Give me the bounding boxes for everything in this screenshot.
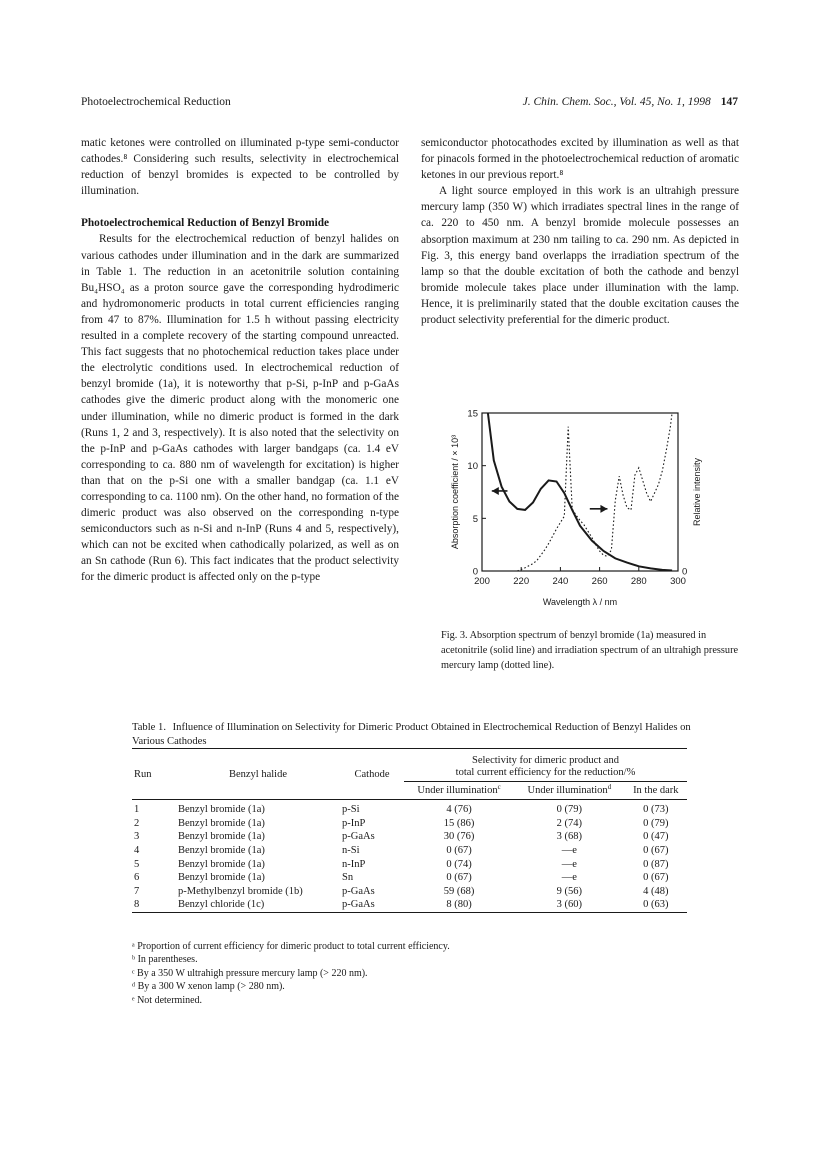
table-caption — [132, 721, 712, 749]
group-line-1: Selectivity for dimeric product and — [472, 755, 619, 766]
x-tick-label: 200 — [474, 576, 490, 587]
col-header-illum-d — [514, 782, 625, 800]
figure-caption-text: Absorption spectrum of benzyl bromide (1a) measured in acetonitrile (solid line) and irradiation spectrum of an ultrahigh pressure mercury lamp (dotted line). — [441, 630, 739, 671]
cell-cathode: p-GaAs — [342, 831, 375, 843]
cell-run: 2 — [134, 817, 140, 829]
col-header-illum-d-mark: d — [607, 783, 612, 791]
table-caption-text: Influence of Illumination on Selectivity for Dimeric Product Obtained in Electrochemical Reduction of Benzyl Halides on Various Cathodes — [132, 722, 691, 747]
table-row — [132, 885, 687, 899]
cell-illum-c: 4 (76) — [446, 804, 472, 816]
right-paragraph-2: A light source employed in this work is an ultrahigh pressure mercury lamp (350 W) which irradiates spectral lines in the range of ca. 220 to 450 nm. A benzyl bromide molecule possesses an absorption maximum at 230 nm tailing to ca. 290 nm. As depicted in Fig. 3, this energy band overlapps the irradiation spectrum of the lamp so that the double excitation of both the cathode and benzyl bromide molecule takes place under illumination with the lamp. Hence, it is preliminarily stated that the double excitation causes the product selectivity preferential for the dimeric product. — [421, 185, 739, 327]
figure-3 — [436, 410, 736, 620]
group-line-2: total current efficiency for the reduction/% — [455, 767, 636, 778]
y-tick-label: 15 — [467, 408, 478, 420]
cell-illum-c: 59 (68) — [443, 885, 475, 897]
cell-cathode: Sn — [342, 872, 354, 884]
table-row — [132, 830, 687, 844]
cell-halide: p-Methylbenzyl bromide (1b) — [178, 885, 303, 897]
col-header-halide: Benzyl halide — [228, 768, 288, 780]
x-tick-label: 300 — [670, 576, 686, 587]
x-tick-label: 260 — [591, 576, 608, 587]
cell-halide: Benzyl bromide (1a) — [178, 845, 265, 857]
cell-dark: 4 (48) — [643, 885, 669, 897]
cell-cathode: n-Si — [342, 845, 360, 857]
section-heading: Photoelectrochemical Reduction of Benzyl Bromide — [81, 217, 330, 230]
cell-dark: 0 (67) — [643, 872, 669, 884]
cell-illum-c: 8 (80) — [446, 899, 472, 911]
table-row — [132, 817, 687, 831]
cell-cathode: n-InP — [342, 858, 366, 870]
table-row — [132, 844, 687, 858]
cell-run: 4 — [134, 845, 140, 857]
cell-halide: Benzyl bromide (1a) — [178, 858, 265, 870]
cell-illum-c: 0 (67) — [446, 845, 472, 857]
cell-halide: Benzyl bromide (1a) — [178, 872, 265, 884]
cell-dark: 0 (87) — [643, 858, 669, 870]
right-column — [421, 135, 739, 328]
col-header-illum-c-mark: c — [497, 783, 501, 791]
footnote-d: ᵈ By a 300 W xenon lamp (> 280 nm). — [132, 981, 285, 993]
table-caption-label: Table 1. — [132, 722, 166, 733]
table-row — [132, 898, 687, 912]
cell-illum-d: 2 (74) — [556, 817, 583, 829]
cell-cathode: p-GaAs — [342, 899, 375, 911]
cell-dark: 0 (67) — [643, 845, 669, 857]
arrow-right-head — [600, 505, 607, 513]
journal-citation: J. Chin. Chem. Soc., Vol. 45, No. 1, 1998 — [522, 96, 711, 108]
y2-tick-label: 0 — [682, 566, 688, 578]
cell-illum-d: 3 (68) — [556, 831, 583, 843]
cell-dark: 0 (63) — [643, 899, 669, 911]
table-row — [132, 857, 687, 871]
cell-halide: Benzyl bromide (1a) — [178, 831, 265, 843]
table-row — [132, 871, 687, 885]
cell-cathode: p-GaAs — [342, 885, 375, 897]
col-header-illum-c-text: Under illumination — [417, 785, 498, 796]
col-header-group — [404, 749, 687, 782]
x-tick-label: 280 — [630, 576, 647, 587]
page-number: 147 — [720, 96, 738, 108]
lamp-spectrum-line — [517, 413, 672, 571]
cell-illum-c: 15 (86) — [443, 817, 475, 829]
col-header-run: Run — [134, 768, 152, 780]
cell-illum-c: 0 (74) — [446, 858, 472, 870]
right-paragraph-1: semiconductor photocathodes excited by illumination as well as that for pinacols formed in the photoelectrochemical reduction of aromatic ketones in our previous report.⁸ — [421, 137, 739, 182]
cell-cathode: p-Si — [342, 804, 360, 816]
running-head-title: Photoelectrochemical Reduction — [81, 96, 231, 108]
cell-halide: Benzyl chloride (1c) — [178, 899, 265, 911]
selectivity-table — [132, 748, 687, 913]
cell-run: 8 — [134, 899, 140, 911]
x-tick-label: 240 — [552, 576, 569, 587]
y-tick-label: 5 — [472, 513, 478, 525]
cell-run: 3 — [134, 831, 140, 843]
left-paragraph-1: matic ketones were controlled on illuminated p-type semi-conductor cathodes.⁸ Considering such results, selectivity in electrochemical reduction of benzyl bromides is expected to be controlled by illumination. — [81, 137, 399, 198]
cell-dark: 0 (47) — [643, 831, 669, 843]
absorption-spectrum-chart — [436, 410, 736, 620]
cell-illum-c: 0 (67) — [446, 872, 472, 884]
cell-halide: Benzyl bromide (1a) — [178, 804, 265, 816]
cell-cathode: p-InP — [342, 817, 366, 829]
cell-illum-d: —e — [561, 845, 577, 857]
cell-illum-d: 0 (79) — [556, 804, 583, 816]
plot-frame — [482, 413, 678, 571]
x-axis-label: Wavelength λ / nm — [542, 597, 618, 607]
table-footnotes — [132, 940, 687, 1007]
table-body — [132, 800, 687, 913]
col-header-cathode: Cathode — [354, 768, 390, 780]
y-axis-label: Absorption coefficient / × 10³ — [450, 434, 460, 550]
x-tick-label: 220 — [513, 576, 530, 587]
cell-dark: 0 (79) — [643, 817, 669, 829]
figure-caption — [441, 628, 741, 673]
cell-run: 6 — [134, 872, 140, 884]
left-column — [81, 135, 399, 586]
running-head-citation — [523, 96, 738, 108]
cell-illum-d: 3 (60) — [556, 899, 583, 911]
footnote-e: ᵉ Not determined. — [132, 994, 203, 1006]
left-paragraph-2: Results for the electrochemical reduction of benzyl halides on various cathodes under illumination and in the dark are summarized in Table 1. The reduction in an acetonitrile solution containing Bu₄HSO₄ as a proton source gave the corresponding hydrodimeric and hydromonomeric products in total current efficiencies ranging from 47 to 87%. Illumination for 1.5 h without passing electricity resulted in a complete recovery of the starting compound unreacted. This fact suggests that no photochemical reduction takes place under the electrolytic conditions used. In electrochemical reduction of benzyl bromide (1a), it is noteworthy that p-Si, p-InP and p-GaAs cathodes give the dimeric product along with the monomeric one under illumination, while no dimeric product is formed in the dark (Runs 1, 2 and 3, respectively). It is also noted that the selectivity on the p-InP and p-GaAs cathodes with larger bandgaps (ca. 1.4 eV corresponding to ca. 880 nm of wavelength for excitation) is higher than that on the p-Si one with a smaller bandgap (ca. 1.1 eV corresponding to ca. 1100 nm). On the other hand, no formation of the dimeric product was also observed on the corresponding n-type semiconductors such as n-Si and n-InP (Runs 4 and 5, respectively), which can not be excited when cathodically polarized, as well as on an Sn cathode (Run 6). This fact indicates that the product selectivity for the dimeric product is affected only on the p-type — [81, 233, 400, 584]
y2-axis-label: Relative intensity — [692, 457, 702, 527]
col-header-illum-c — [404, 782, 514, 800]
figure-caption-label: Fig. 3. — [441, 630, 468, 641]
cell-dark: 0 (73) — [643, 804, 669, 816]
absorption-line — [488, 413, 672, 571]
cell-run: 1 — [134, 804, 140, 816]
arrow-left-head — [492, 487, 499, 495]
table-row — [132, 800, 687, 817]
y-tick-label: 10 — [467, 461, 478, 473]
cell-illum-d: —e — [561, 872, 577, 884]
y-tick-label: 0 — [472, 566, 478, 578]
cell-illum-c: 30 (76) — [443, 831, 475, 843]
table-1 — [132, 748, 687, 913]
footnote-c: ᶜ By a 350 W ultrahigh pressure mercury lamp (> 220 nm). — [132, 967, 368, 979]
running-head — [81, 96, 738, 112]
chart-root — [450, 409, 702, 608]
col-header-dark: In the dark — [633, 785, 679, 796]
cell-run: 7 — [134, 885, 140, 897]
cell-illum-d: —e — [561, 858, 577, 870]
footnote-a: ᵃ Proportion of current efficiency for dimeric product to total current efficiency. — [132, 941, 450, 952]
footnote-b: ᵇ In parentheses. — [132, 954, 198, 966]
cell-illum-d: 9 (56) — [556, 885, 583, 897]
cell-run: 5 — [134, 858, 140, 870]
cell-halide: Benzyl bromide (1a) — [178, 817, 265, 829]
col-header-illum-d-text: Under illumination — [527, 785, 608, 796]
